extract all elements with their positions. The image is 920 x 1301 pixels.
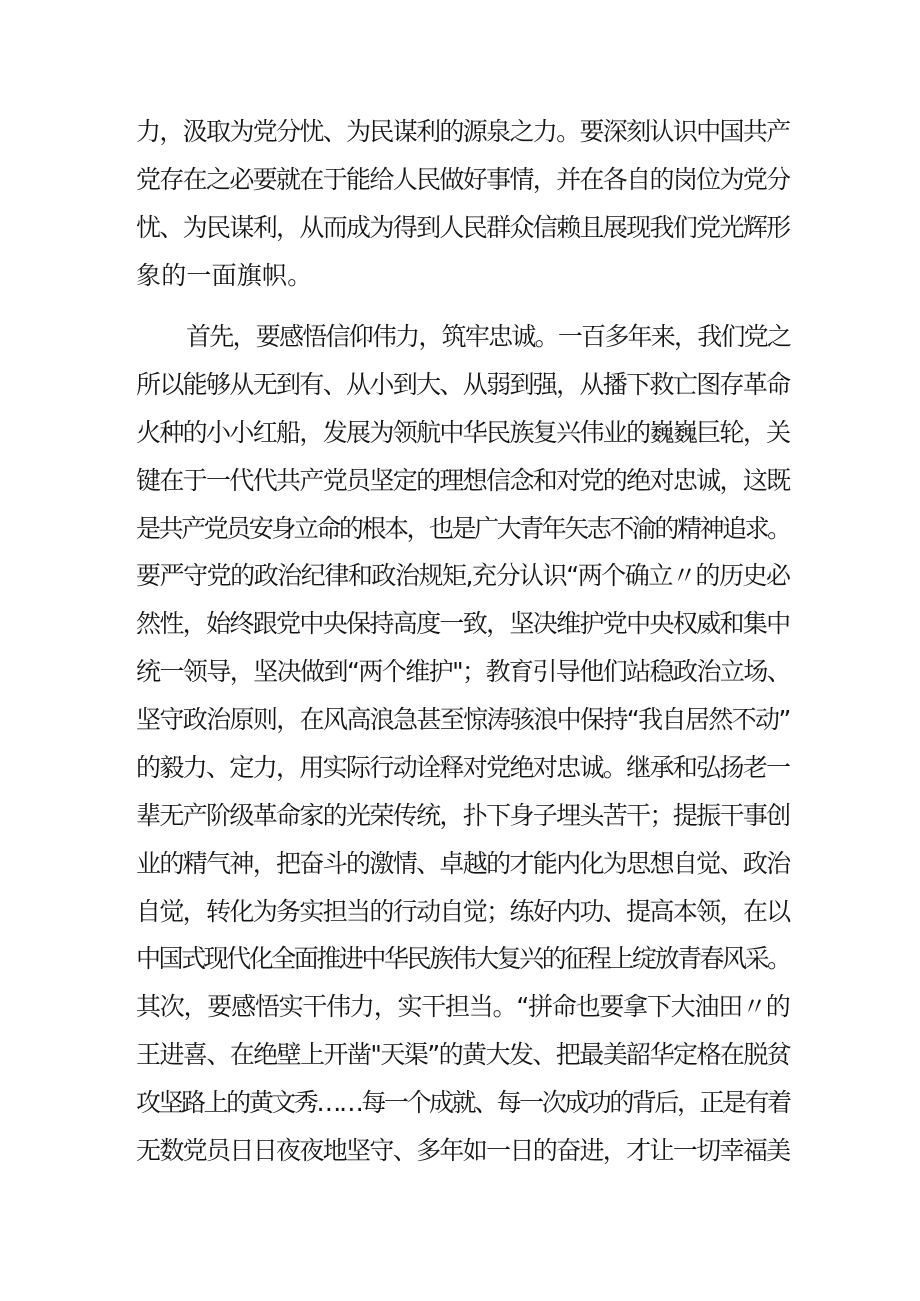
text-line: 所以能够从无到有、从小到大、从弱到强，从播下救亡图存革命: [136, 370, 790, 399]
text-line: 的毅力、定力，用实际行动诠释对党绝对忠诚。继承和弘扬老一: [136, 753, 790, 782]
text-line: 键在于一代代共产党员坚定的理想信念和对党的绝对忠诚，这既: [136, 466, 790, 495]
text-line: 象的一面旗帜。: [136, 261, 313, 290]
text-line: 坚守政治原则，在风高浪急甚至惊涛骇浪中保持“我自居然不动”: [136, 705, 790, 734]
paragraph-first-line: 首先，要感悟信仰伟力，筑牢忠诚。一百多年来，我们党之: [186, 322, 791, 351]
text-line: 其次，要感悟实干伟力，实干担当。“拼命也要拿下大油田〃的: [136, 992, 790, 1021]
text-line: 业的精气神，把奋斗的激情、卓越的才能内化为思想自觉、政治: [136, 849, 790, 878]
text-line: 忧、为民谋利，从而成为得到人民群众信赖且展现我们党光辉形: [136, 213, 790, 242]
text-line: 攻坚路上的黄文秀……每一个成就、每一次成功的背后，正是有着: [136, 1088, 790, 1117]
text-line: 无数党员日日夜夜地坚守、多年如一日的奋进，才让一切幸福美: [136, 1136, 790, 1165]
text-line: 中国式现代化全面推进中华民族伟大复兴的征程上绽放青春风采。: [136, 944, 790, 973]
text-line: 是共产党员安身立命的根本，也是广大青年矢志不渝的精神追求。: [136, 514, 790, 543]
text-line: 自觉，转化为务实担当的行动自觉；练好内功、提高本领，在以: [136, 897, 790, 926]
text-line: 火种的小小红船，发展为领航中华民族复兴伟业的巍巍巨轮，关: [136, 418, 790, 447]
text-line: 辈无产阶级革命家的光荣传统，扑下身子埋头苦干；提振干事创: [136, 801, 790, 830]
text-line: 力，汲取为党分忧、为民谋利的源泉之力。要深刻认识中国共产: [136, 117, 790, 146]
text-line: 统一领导，坚决做到“两个维护"；教育引导他们站稳政治立场、: [136, 657, 791, 686]
text-line: 党存在之必要就在于能给人民做好事情，并在各自的岗位为党分: [136, 165, 790, 194]
text-line: 然性，始终跟党中央保持高度一致，坚决维护党中央权威和集中: [136, 609, 790, 638]
text-line: 要严守党的政治纪律和政治规矩,充分认识“两个确立〃的历史必: [136, 561, 790, 590]
text-line: 王进喜、在绝壁上开凿"天渠”的黄大发、把最美韶华定格在脱贫: [136, 1040, 791, 1069]
